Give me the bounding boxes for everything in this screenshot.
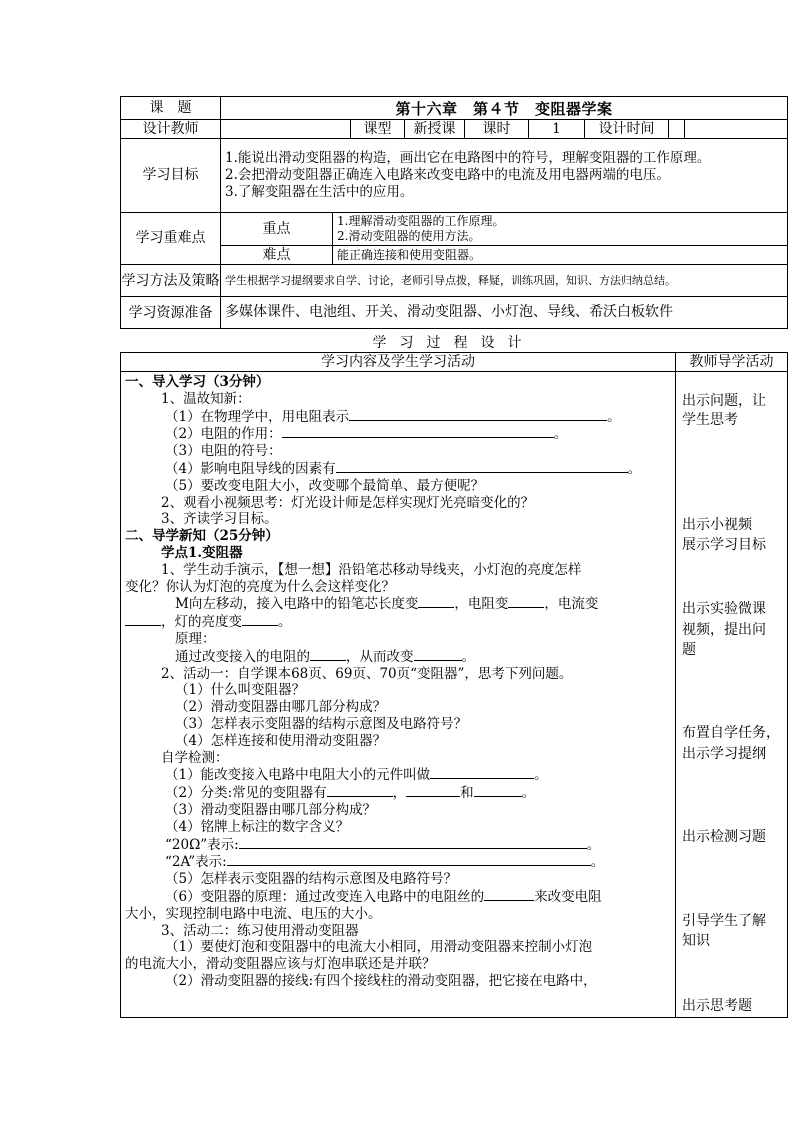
content-line: （2）电阻的作用： 。 [165, 426, 568, 443]
teacher-note: 出示检测习题 [682, 829, 766, 845]
process-table [120, 352, 788, 1018]
teacher-note: 出示实验微课 [682, 601, 766, 617]
content-line: 3、齐读学习目标。 [161, 511, 278, 528]
key-item: 1.理解滑动变阻器的工作原理。 [337, 214, 505, 228]
value-type: 新授课 [405, 120, 465, 139]
value-time-b [685, 120, 788, 139]
process-caption: 学习过程设计 [372, 335, 535, 351]
content-line: （4）铭牌上标注的数字含义？ [165, 818, 350, 835]
teacher-note: 出示学习提纲 [682, 746, 766, 762]
method-cell: 学生根据学习提纲要求自学、讨论，老师引导点拨，释疑，训练巩固，知识、方法归纳总结。 [221, 265, 788, 297]
content-line: （1）能改变接入电路中电阻大小的元件叫做 。 [165, 767, 548, 784]
label-resources: 学习资源准备 [121, 297, 221, 329]
content-line: （5）怎样表示变阻器的结构示意图及电路符号？ [165, 871, 458, 888]
value-hours: 1 [529, 120, 585, 139]
col-teacher-header: 教师导学活动 [676, 353, 788, 372]
teacher-note: 出示思考题 [682, 998, 752, 1014]
teacher-note: 题 [682, 642, 696, 658]
header-table [120, 96, 788, 329]
label-key: 重点 [221, 213, 333, 246]
content-line: （5）要改变电阻大小，改变哪个最简单、最方便呢？ [165, 477, 485, 494]
content-line: （3）怎样表示变阻器的结构示意图及电路符号？ [175, 715, 468, 732]
teacher-note: 出示小视频 [682, 517, 752, 533]
content-line: “2A”表示: 。 [165, 854, 605, 871]
content-line: 1、温故知新： [161, 390, 251, 407]
teacher-note: 出示问题，让 [682, 393, 766, 409]
teacher-note: 布置自学任务， [682, 725, 780, 741]
value-time-a [669, 120, 685, 139]
section-heading: 二、导学新知（25分钟） [125, 528, 279, 545]
label-topic: 课 题 [121, 97, 221, 120]
teacher-note: 引导学生了解 [682, 913, 766, 929]
content-line: （1）在物理学中，用电阻表示 。 [165, 408, 621, 425]
col-content-header: 学习内容及学生学习活动 [121, 353, 676, 372]
content-cell [121, 372, 676, 1018]
page-title: 第十六章 第４节 变阻器学案 [221, 97, 788, 120]
teacher-note: 学生思考 [682, 412, 738, 428]
goals-cell [221, 139, 788, 213]
value-teacher [221, 120, 351, 139]
content-line: （2）滑动变阻器由哪几部分构成？ [175, 699, 387, 716]
content-line: （2）滑动变阻器的接线:有四个接线柱的滑动变阻器，把它接在电路中， [165, 972, 597, 989]
content-line: 变化？你认为灯泡的亮度为什么会这样变化？ [125, 578, 395, 595]
teacher-notes-cell [676, 372, 788, 1018]
content-line: 原理： [175, 630, 216, 647]
goal-item: 1.能说出滑动变阻器的构造，画出它在电路图中的符号，理解变阻器的工作原理。 [225, 150, 711, 166]
subsection-heading: 学点1.变阻器 [161, 544, 243, 561]
content-line: （4）影响电阻导线的因素有 。 [165, 460, 642, 477]
label-method: 学习方法及策略 [121, 265, 221, 297]
goal-item: 2.会把滑动变阻器正确连入电路来改变电路中的电流及用电器两端的电压。 [225, 167, 670, 183]
content-line: “20Ω”表示: 。 [165, 836, 601, 853]
label-type: 课型 [351, 120, 405, 139]
label-hours: 课时 [465, 120, 529, 139]
content-line: （2）分类:常见的变阻器有 ， 和 。 [165, 785, 536, 802]
key-item: 2.滑动变阻器的使用方法。 [337, 229, 481, 243]
content-line: 的电流大小，滑动变阻器应该与灯泡串联还是并联？ [125, 956, 436, 973]
content-line: 1、学生动手演示，【想一想】沿铅笔芯移动导线夹，小灯泡的亮度怎样 [161, 561, 582, 578]
content-line: （6）变阻器的原理：通过改变连入电路中的电阻丝的 来改变电阻 [165, 888, 602, 905]
content-line: 2、观看小视频思考：灯光设计师是怎样实现灯光亮暗变化的？ [161, 494, 535, 511]
section-heading: 一、导入学习（3分钟） [125, 374, 270, 390]
label-goals: 学习目标 [121, 139, 221, 213]
content-line: 通过改变接入的电阻的 ，从而改变 。 [175, 648, 475, 665]
teacher-note: 展示学习目标 [682, 537, 766, 553]
content-line: 3、活动二：练习使用滑动变阻器 [161, 922, 359, 939]
content-line: （1）什么叫变阻器？ [175, 682, 306, 699]
label-difficult: 难点 [221, 246, 333, 265]
content-line: 2、活动一：自学课本68页、69页、70页“变阻器”，思考下列问题。 [161, 665, 573, 682]
content-line: ，灯的亮度变 。 [125, 613, 671, 631]
resources-cell: 多媒体课件、电池组、开关、滑动变阻器、小灯泡、导线、希沃白板软件 [221, 297, 788, 329]
goal-item: 3.了解变阻器在生活中的应用。 [225, 184, 414, 200]
label-time: 设计时间 [585, 120, 669, 139]
teacher-note: 视频，提出问 [682, 622, 766, 638]
content-line: M向左移动，接入电路中的铅笔芯长度变 ，电阻变 ，电流变 [175, 596, 599, 613]
content-line: 大小，实现控制电路中电流、电压的大小。 [125, 905, 382, 922]
difficult-cell: 能正确连接和使用变阻器。 [333, 246, 788, 265]
content-line: （3）滑动变阻器由哪几部分构成？ [165, 801, 377, 818]
content-line: 自学检测： [161, 749, 229, 766]
label-teacher: 设计教师 [121, 120, 221, 139]
label-keypoints: 学习重难点 [121, 213, 221, 265]
key-cell [333, 213, 788, 246]
teacher-note: 知识 [682, 933, 710, 949]
content-line: （1）要使灯泡和变阻器中的电流大小相同，用滑动变阻器来控制小灯泡 [165, 939, 593, 956]
content-line: （4）怎样连接和使用滑动变阻器？ [175, 732, 387, 749]
content-line: （3）电阻的符号： [165, 443, 282, 460]
